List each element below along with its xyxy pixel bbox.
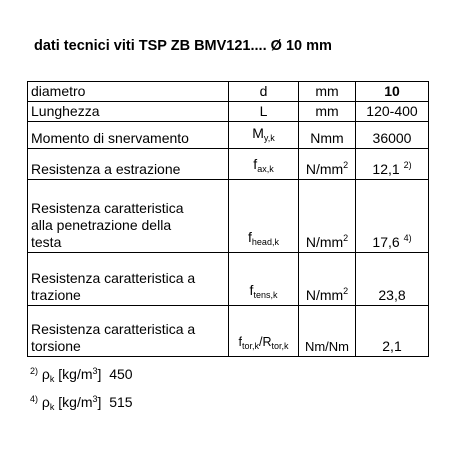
table-row	[28, 253, 429, 306]
row-value: 36000	[356, 122, 429, 149]
table-row	[28, 306, 429, 357]
row-description: diametro	[28, 82, 229, 102]
row-unit: $N/mm^2$	[299, 253, 356, 306]
table-row	[28, 180, 429, 253]
row-description: Resistenza caratteristica alla penetrazione della testa	[28, 180, 229, 253]
footnote-marker: 4)	[403, 233, 412, 243]
row-unit: mm	[299, 82, 356, 102]
row-symbol: d	[229, 82, 299, 102]
footnote-2: $^{2)}$ $\rho_k$ $[kg/m^3]$ 450	[30, 366, 133, 384]
row-symbol: $f_{head,k}$	[229, 180, 299, 253]
table-row	[28, 149, 429, 180]
row-symbol: $f_{tens,k}$	[229, 253, 299, 306]
technical-data-table	[27, 81, 429, 357]
table-row	[28, 122, 429, 149]
row-symbol: $f_{ax,k}$	[229, 149, 299, 180]
table-row	[28, 102, 429, 122]
row-description: Resistenza caratteristica a trazione	[28, 253, 229, 306]
row-value: 12,1 $^{2)}$	[356, 149, 429, 180]
row-value: 10	[356, 82, 429, 102]
row-unit: $N/mm^2$	[299, 149, 356, 180]
row-value: 120-400	[356, 102, 429, 122]
row-description: Momento di snervamento	[28, 122, 229, 149]
row-value: 17,6 $^{4)}$	[356, 180, 429, 253]
row-description: Lunghezza	[28, 102, 229, 122]
row-symbol: $M_{y,k}$	[229, 122, 299, 149]
row-unit: Nmm	[299, 122, 356, 149]
footnote-4: $^{4)}$ $\rho_k$ $[kg/m^3]$ 515	[30, 394, 133, 412]
row-unit: Nm/Nm	[299, 306, 356, 357]
table-row	[28, 82, 429, 102]
row-unit: mm	[299, 102, 356, 122]
row-value: 2,1	[356, 306, 429, 357]
row-symbol: $f_{tor,k}/R_{tor,k}$	[229, 306, 299, 357]
footnote-marker: 2)	[403, 160, 412, 170]
row-symbol: L	[229, 102, 299, 122]
row-description: Resistenza a estrazione	[28, 149, 229, 180]
row-value: 23,8	[356, 253, 429, 306]
row-description: Resistenza caratteristica a torsione	[28, 306, 229, 357]
page-title: dati tecnici viti TSP ZB BMV121.... Ø 10 mm	[34, 38, 332, 54]
row-unit: $N/mm^2$	[299, 180, 356, 253]
